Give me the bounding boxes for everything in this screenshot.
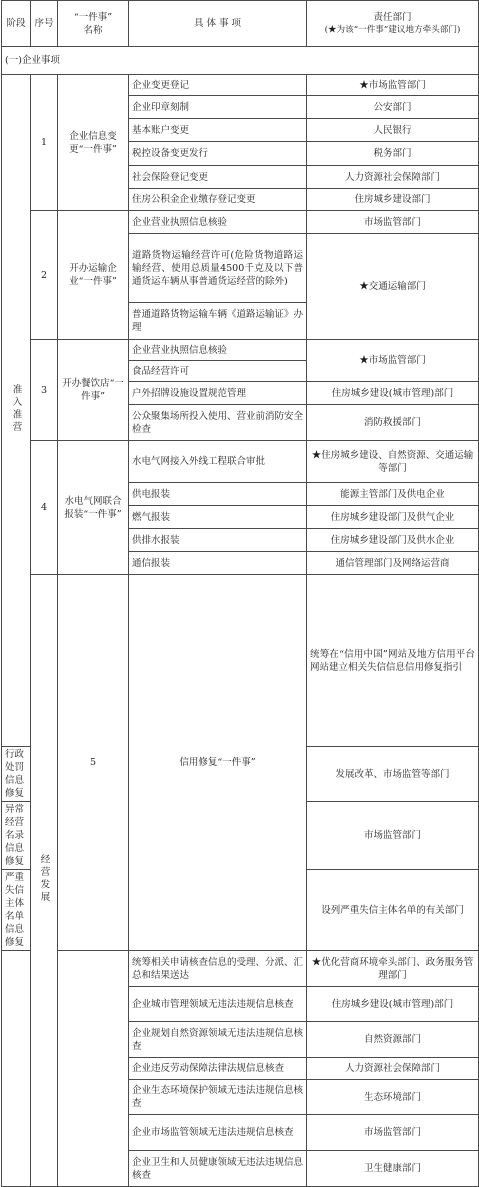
seq-cell — [2, 951, 31, 1187]
dept-cell: 设列严重失信主体名单的有关部门 — [307, 870, 479, 951]
item-cell: 道路货物运输经营许可(危险货物道路运输经营、使用总质量4500千克及以下普通货运车辆从事普通货运经营的除外) — [129, 234, 307, 303]
dept-cell: 住房城乡建设部门及供水企业 — [307, 529, 479, 552]
header-seq: 序号 — [31, 1, 58, 47]
header-stage: 阶段 — [2, 1, 31, 47]
dept-cell: 人民银行 — [307, 119, 479, 142]
header-name — [58, 1, 129, 47]
header-dept-line1: 责任部门 — [373, 11, 412, 23]
stage-label-operation: 经营发展 — [38, 853, 50, 904]
dept-cell: 消防救援部门 — [307, 405, 479, 441]
table-row — [2, 75, 479, 96]
item-cell: 燃气报装 — [129, 506, 307, 529]
header-dept-line2: (★为该“一件事”建议地方牵头部门) — [324, 24, 461, 35]
dept-cell: ★优化营商环境牵头部门、政务服务管理部门 — [307, 951, 479, 987]
seq-cell: 4 — [31, 441, 58, 575]
dept-cell: 税务部门 — [307, 142, 479, 166]
dept-cell: 市场监管部门 — [307, 802, 479, 870]
seq-cell: 5 — [58, 575, 129, 951]
dept-cell: 卫生健康部门 — [307, 1151, 479, 1187]
seq-cell: 2 — [31, 211, 58, 340]
dept-cell: 发展改革、市场监管等部门 — [307, 747, 479, 802]
dept-cell: 通信管理部门及网络运营商 — [307, 552, 479, 575]
header-name-line2: 名称 — [83, 24, 103, 36]
dept-cell: 市场监管部门 — [307, 211, 479, 234]
item-cell: 户外招牌设施设置规范管理 — [129, 382, 307, 405]
item-cell: 供排水报装 — [129, 529, 307, 552]
item-cell: 企业卫生和人员健康领域无违法违规信息核查 — [129, 1151, 307, 1187]
name-cell: 水电气网联合报装“一件事” — [58, 441, 129, 575]
seq-cell: 3 — [31, 340, 58, 441]
item-cell: 企业变更登记 — [129, 75, 307, 96]
item-cell: 住房公积金企业缴存登记变更 — [129, 189, 307, 211]
table-row — [2, 441, 479, 483]
responsibility-table — [1, 0, 479, 1187]
section-title: (一)企业事项 — [2, 47, 479, 75]
item-cell: 社会保险登记变更 — [129, 166, 307, 189]
name-cell — [58, 951, 129, 1187]
item-cell: 企业违反劳动保障法律法规信息核查 — [129, 1058, 307, 1080]
header-name-line1: “一件事” — [73, 11, 113, 23]
item-cell: 企业城市管理领域无违法违规信息核查 — [129, 987, 307, 1022]
dept-cell: 人力资源社会保障部门 — [307, 1058, 479, 1080]
dept-cell: 住房城乡建设部门 — [307, 189, 479, 211]
dept-cell-merged: ★市场监管部门 — [307, 340, 479, 382]
dept-cell: 生态环境部门 — [307, 1080, 479, 1115]
name-cell: 信用修复“一件事” — [129, 575, 307, 951]
seq-cell: 1 — [31, 75, 58, 211]
item-cell: 税控设备变更发行 — [129, 142, 307, 166]
item-cell: 企业印章刻制 — [129, 96, 307, 119]
dept-cell: 能源主管部门及供电企业 — [307, 483, 479, 506]
item-cell: 统筹在“信用中国”网站及地方信用平台网站建立相关失信信息信用修复指引 — [307, 575, 479, 747]
dept-cell: 自然资源部门 — [307, 1022, 479, 1058]
item-cell: 统筹相关申请核查信息的受理、分派、汇总和结果送达 — [129, 951, 307, 987]
dept-cell: 住房城乡建设部门及供气企业 — [307, 506, 479, 529]
name-cell: 企业信息变更“一件事” — [58, 75, 129, 211]
table-header-row — [2, 1, 479, 47]
dept-cell-merged: ★交通运输部门 — [307, 234, 479, 340]
item-cell: 异常经营名录信息修复 — [2, 802, 31, 870]
item-cell: 严重失信主体名单信息修复 — [2, 870, 31, 951]
item-cell: 企业营业执照信息核验 — [129, 340, 307, 361]
stage-cell-operation — [31, 575, 58, 1187]
header-items: 具 体 事 项 — [129, 1, 307, 47]
name-cell: 开办餐饮店“一件事” — [58, 340, 129, 441]
dept-cell: 人力资源社会保障部门 — [307, 166, 479, 189]
item-cell: 行政处罚信息修复 — [2, 747, 31, 802]
table-row — [2, 951, 479, 987]
dept-cell: ★住房城乡建设、自然资源、交通运输等部门 — [307, 441, 479, 483]
item-cell: 供电报装 — [129, 483, 307, 506]
item-cell: 水电气网接入外线工程联合审批 — [129, 441, 307, 483]
name-cell: 开办运输企业“一件事” — [58, 211, 129, 340]
section-row — [2, 47, 479, 75]
dept-cell: 住房城乡建设(城市管理)部门 — [307, 987, 479, 1022]
stage-cell-entry — [2, 75, 31, 747]
dept-cell: 住房城乡建设(城市管理)部门 — [307, 382, 479, 405]
item-cell: 普通道路货物运输车辆《道路运输证》办理 — [129, 303, 307, 340]
dept-cell: 市场监管部门 — [307, 1115, 479, 1151]
table-row — [2, 211, 479, 234]
item-cell: 食品经营许可 — [129, 361, 307, 382]
item-cell: 基本账户变更 — [129, 119, 307, 142]
item-cell: 企业生态环境保护领域无违法违规信息核查 — [129, 1080, 307, 1115]
item-cell: 通信报装 — [129, 552, 307, 575]
item-cell: 企业规划自然资源领域无违法违规信息核查 — [129, 1022, 307, 1058]
stage-label-entry: 准入准营 — [10, 383, 22, 434]
dept-cell: 公安部门 — [307, 96, 479, 119]
table-row — [2, 340, 479, 361]
item-cell: 公众聚集场所投入使用、营业前消防安全检查 — [129, 405, 307, 441]
item-cell: 企业营业执照信息核验 — [129, 211, 307, 234]
dept-cell: ★市场监管部门 — [307, 75, 479, 96]
table-row — [2, 575, 479, 747]
header-dept — [307, 1, 479, 47]
item-cell: 企业市场监管领域无违法违规信息核查 — [129, 1115, 307, 1151]
